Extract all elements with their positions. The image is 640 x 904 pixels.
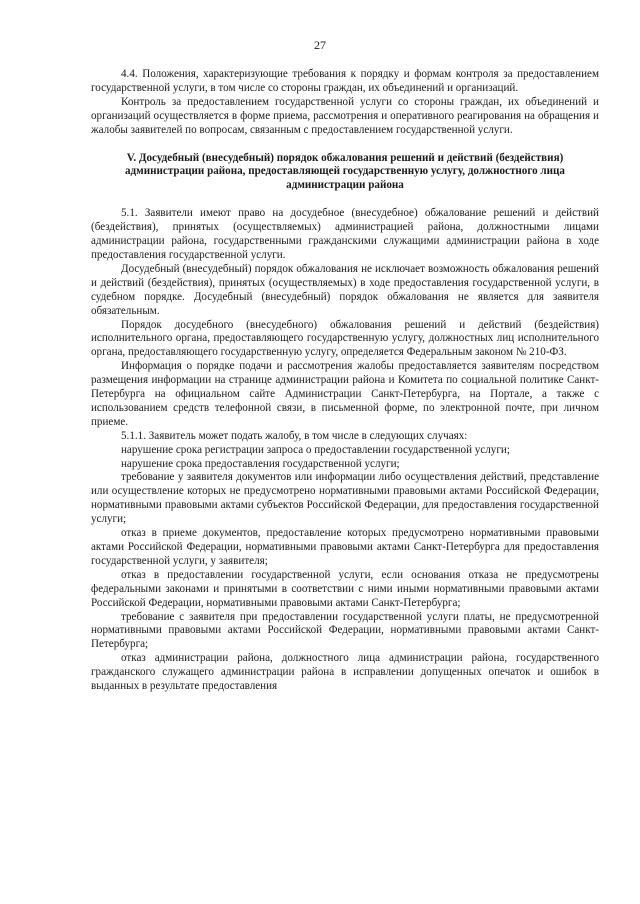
paragraph-pretrial-order: Досудебный (внесудебный) порядок обжалования не исключает возможность обжалования решений и действий (бездействия), принятых (осуществляемых) в ходе предоставления государственной услуги, в судебном порядке. Досудебный (внесудебный) порядок обжалования не является для заявителя обязательным. [91,262,599,317]
list-item-correction-refusal: отказ администрации района, должностного лица администрации района, государственного гражданского служащего администрации района в исправлении допущенных опечаток и ошибок в выданных в результате предоставления [91,652,599,693]
paragraph-complaint-info: Информация о порядке подачи и рассмотрения жалобы предоставляется заявителям посредством размещения информации на странице администрации района и Комитета по социальной политике Санкт-Петербурга на официальном сайте Администрации Санкт-Петербурга, на Портале, а также с использованием средств телефонной связи, в письменной форме, по электронной почте, при личном приеме. [91,360,599,428]
section-5-title: V. Досудебный (внесудебный) порядок обжалования решений и действий (бездействия) администрации района, предоставляющей государственную услугу, должностного лица администрации района [125,151,565,192]
paragraph-appeal-procedure: Порядок досудебного (внесудебного) обжалования решений и действий (бездействия) исполнительного органа, предоставляющего государственную услугу, должностных лиц исполнительного органа, предоставляющего государственную услугу, определяется Федеральным законом № 210-ФЗ. [91,318,599,359]
list-item-reception-refusal: отказ в приеме документов, предоставление которых предусмотрено нормативными правовыми актами Российской Федерации, нормативными правовыми актами Санкт-Петербурга для предоставления государственной услуги, у заявителя; [91,527,599,567]
document-body [91,68,599,694]
section-spacer [91,138,599,152]
list-item-service-deadline: нарушение срока предоставления государственной услуги; [121,457,400,470]
paragraph-5-1: 5.1. Заявители имеют право на досудебное (внесудебное) обжалование решений и действий (бездействия), принятых (осуществляемых) администрацией района, должностными лицами администрации района, государственными гражданскими служащими администрации района в ходе предоставления государственной услуги. [91,207,599,261]
paragraph-4-4: 4.4. Положения, характеризующие требования к порядку и формам контроля за предоставлением государственной услуги, в том числе со стороны граждан, их объединений и организаций. [91,68,599,94]
page-number: 27 [314,38,326,52]
list-item-service-refusal: отказ в предоставлении государственной услуги, если основания отказа не предусмотрены федеральными законами и принятыми в соответствии с ними иными нормативными правовыми актами Российской Федерации, нормативными правовыми актами Санкт-Петербурга; [91,568,599,609]
paragraph-5-1-1: 5.1.1. Заявитель может подать жалобу, в том числе в следующих случаях: [121,429,468,442]
section-spacer [91,193,599,207]
list-item-registration-deadline: нарушение срока регистрации запроса о предоставлении государственной услуги; [121,443,510,456]
list-item-documents-requirement: требование у заявителя документов или информации либо осуществления действий, представление или осуществление которых не предусмотрено нормативными правовыми актами Российской Федерации, нормативными правовыми актами субъектов Российской Федерации, для предоставления государственной услуги; [91,471,599,526]
list-item-fee-requirement: требование с заявителя при предоставлении государственной услуги платы, не предусмотренной нормативными правовыми актами Российской Федерации, нормативными правовыми актами Санкт-Петербурга; [91,610,599,651]
paragraph-control: Контроль за предоставлением государственной услуги со стороны граждан, их объединений и организаций осуществляется в форме приема, рассмотрения и оперативного реагирования на обращения и жалобы заявителей по вопросам, связанным с предоставлением государственной услуги. [91,95,599,136]
